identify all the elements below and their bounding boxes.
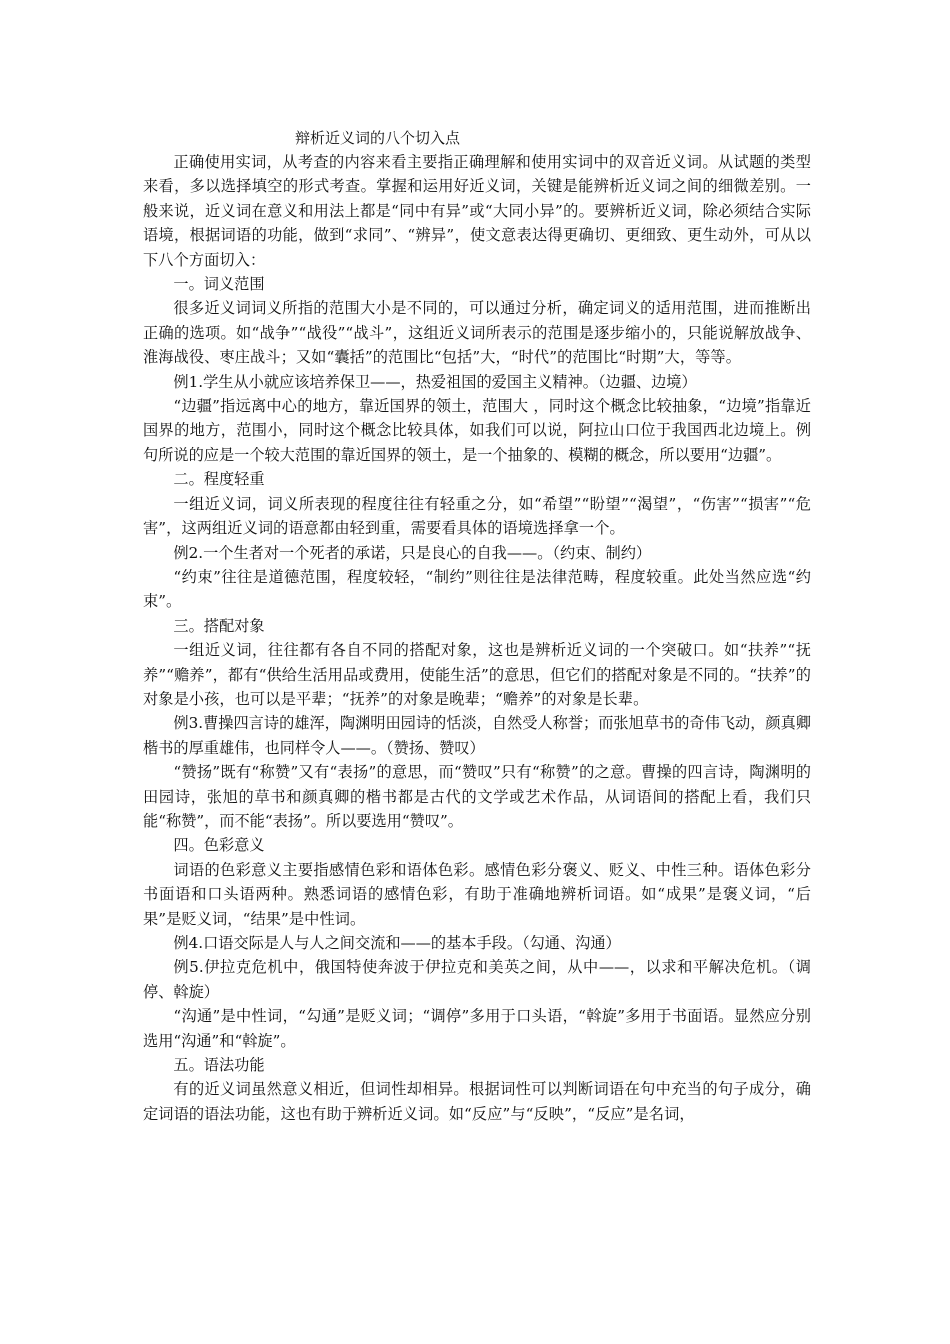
answer-4: “沟通”是中性词，“勾通”是贬义词；“调停”多用于口头语，“斡旋”多用于书面语。显然应分别选用“沟通”和“斡旋”。 — [143, 1007, 811, 1050]
answer-1: “边疆”指远离中心的地方，靠近国界的领土，范围大 ，同时这个概念比较抽象，“边境”指靠近国界的地方，范围小，同时这个概念比较具体，如我们可以说，阿拉山口位于我国西北边境上。例句所说的应是一个较大范围的靠近国界的领土，是一个抽象的、模糊的概念，所以要用“边疆”。 — [143, 397, 811, 464]
section-heading-5: 五。语法功能 — [173, 1056, 265, 1075]
section-body-2: 一组近义词，词义所表现的程度往往有轻重之分，如“希望”“盼望”“渴望”，“伤害”“损害”“危害”，这两组近义词的语意都由轻到重，需要看具体的语境选择拿一个。 — [143, 494, 811, 538]
section-heading-3: 三。搭配对象 — [173, 616, 265, 635]
section-body-1: 很多近义词词义所指的范围大小是不同的，可以通过分析，确定词义的适用范围，进而推断出正确的选项。如“战争”“战役”“战斗”，这组近义词所表示的范围是逐步缩小的，只能说解放战争、淮海战役、枣庄战斗；又如“囊括”的范围比“包括”大，“时代”的范围比“时期”大，等等。 — [143, 299, 811, 367]
answer-3: “赞扬”既有“称赞”又有“表扬”的意思，而“赞叹”只有“称赞”的之意。曹操的四言诗，陶渊明的田园诗，张旭的草书和颜真卿的楷书都是古代的文学或艺术作品，从词语间的搭配上看，我们只能“称赞”，而不能“表扬”。所以要选用“赞叹”。 — [143, 763, 811, 830]
section-heading-4: 四。色彩意义 — [173, 836, 265, 855]
example-3: 例3.曹操四言诗的雄浑，陶渊明田园诗的恬淡，自然受人称誉；而张旭草书的奇伟飞动，颜真卿楷书的厚重雄伟，也同样令人——。（赞扬、赞叹） — [143, 714, 811, 757]
section-body-3: 一组近义词，往往都有各自不同的搭配对象，这也是辨析近义词的一个突破口。如“扶养”“抚养”“赡养”，都有“供给生活用品或费用，使能生活”的意思，但它们的搭配对象是不同的。“扶养”的对象是小孩，也可以是平辈；“抚养”的对象是晚辈；“赡养”的对象是长辈。 — [143, 641, 811, 708]
example-4: 例4.口语交际是人与人之间交流和——的基本手段。（勾通、沟通） — [173, 934, 621, 952]
document-page — [143, 126, 811, 1126]
section-heading-2: 二。程度轻重 — [173, 470, 265, 489]
answer-2: “约束”往往是道德范围，程度较轻，“制约”则往往是法律范畴，程度较重。此处当然应选“约束”。 — [143, 567, 811, 611]
section-heading-1: 一。词义范围 — [173, 275, 265, 294]
intro-paragraph: 正确使用实词，从考查的内容来看主要指正确理解和使用实词中的双音近义词。从试题的类型来看，多以选择填空的形式考查。掌握和运用好近义词，关键是能辨析近义词之间的细微差别。一般来说，近义词在意义和用法上都是“同中有异”或“大同小异”的。要辨析近义词，除必须结合实际语境，根据词语的功能，做到“求同”、“辨异”，使文意表达得更确切、更细致、更生动外，可从以下八个方面切入： — [143, 153, 811, 269]
section-body-5: 有的近义词虽然意义相近，但词性却相异。根据词性可以判断词语在句中充当的句子成分，确定词语的语法功能，这也有助于辨析近义词。如“反应”与“反映”，“反应”是名词， — [143, 1080, 811, 1123]
section-body-4: 词语的色彩意义主要指感情色彩和语体色彩。感情色彩分褒义、贬义、中性三种。语体色彩分书面语和口头语两种。熟悉词语的感情色彩，有助于准确地辨析词语。如“成果”是褒义词，“后果”是贬义词，“结果”是中性词。 — [143, 860, 811, 928]
example-5: 例5.伊拉克危机中，俄国特使奔波于伊拉克和美英之间，从中——，以求和平解决危机。（调停、斡旋） — [143, 958, 811, 1001]
example-1: 例1.学生从小就应该培养保卫——，热爱祖国的爱国主义精神。（边疆、边境） — [173, 372, 697, 391]
document-title: 辩析近义词的八个切入点 — [295, 129, 461, 147]
example-2: 例2.一个生者对一个死者的承诺，只是良心的自我——。（约束、制约） — [173, 543, 652, 562]
